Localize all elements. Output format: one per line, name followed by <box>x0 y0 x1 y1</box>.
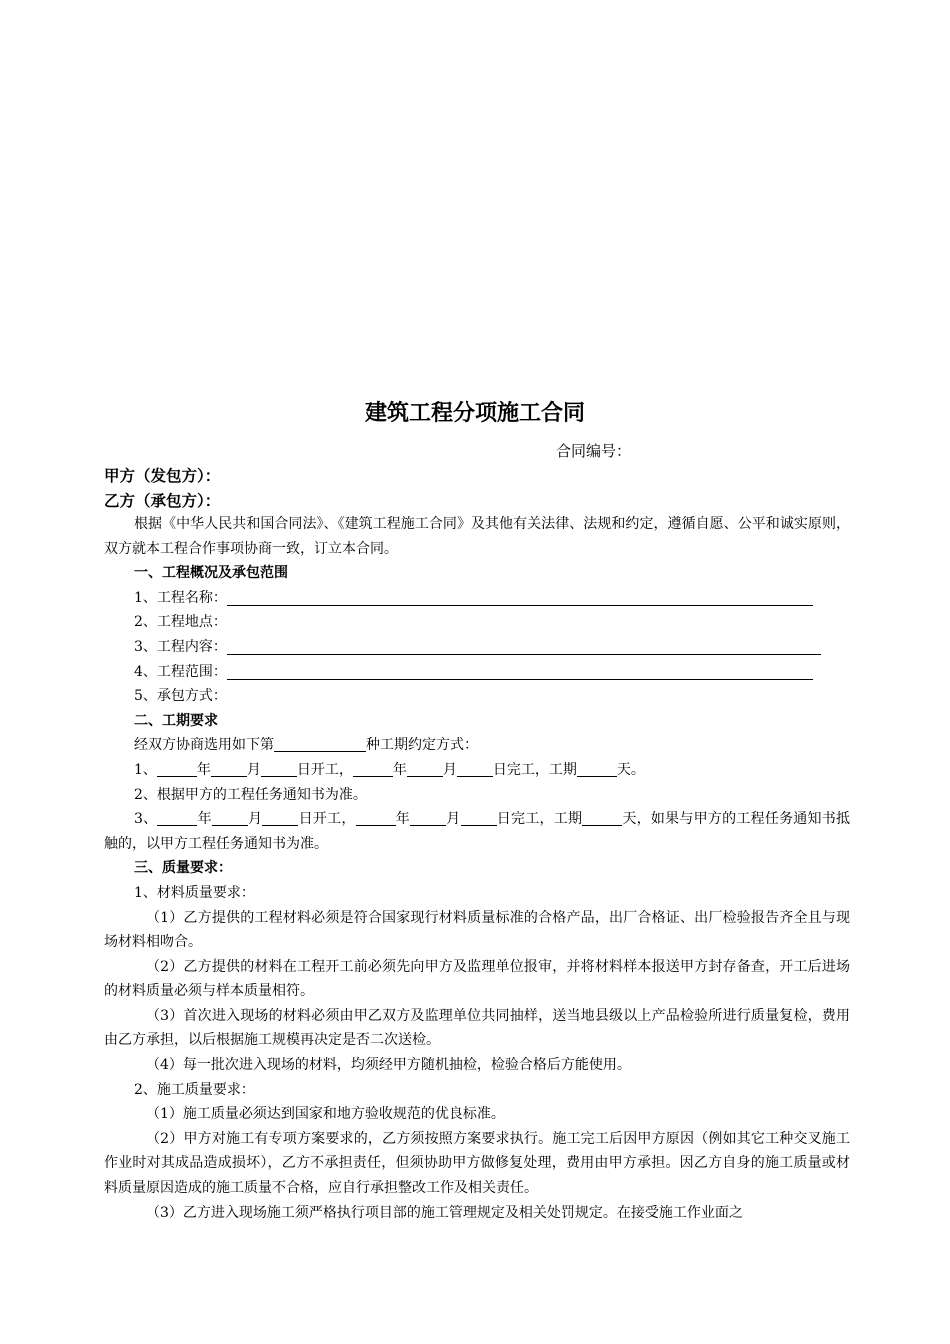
material-quality-heading: 1、材料质量要求： <box>134 884 255 901</box>
blank-line <box>407 760 443 777</box>
contract-number-label: 合同编号： <box>556 442 632 460</box>
material-item-1: （1）乙方提供的工程材料必须是符合国家现行材料质量标准的合格产品，出厂合格证、出厂检验报告齐全且与现场材料相吻合。 <box>104 909 850 951</box>
party-b-label: 乙方（承包方）： <box>104 492 221 510</box>
field-contract-mode: 5、承包方式： <box>134 688 227 705</box>
party-a-label: 甲方（发包方）： <box>104 467 221 485</box>
schedule-intro: 经双方协商选用如下第 种工期约定方式： <box>134 737 478 754</box>
blank-line <box>410 809 446 826</box>
blank-line <box>261 760 297 777</box>
construction-item-3: （3）乙方进入现场施工须严格执行项目部的施工管理规定及相关处罚规定。在接受施工作业面之 <box>146 1204 743 1221</box>
blank-line <box>227 587 813 606</box>
blank-line <box>157 809 197 826</box>
blank-line <box>212 809 248 826</box>
schedule-option-1: 1、 年 月 日开工， 年 月 日完工，工期 天。 <box>134 761 645 778</box>
contract-title: 建筑工程分项施工合同 <box>364 401 585 426</box>
blank-line <box>157 760 197 777</box>
blank-line <box>274 735 366 752</box>
material-item-2: （2）乙方提供的材料在工程开工前必须先向甲方及监理单位报审，并将材料样本报送甲方封存备查，开工后进场的材料质量必须与样本质量相符。 <box>104 958 850 1000</box>
section-3-heading: 三、质量要求： <box>134 860 232 877</box>
section-1-heading: 一、工程概况及承包范围 <box>134 565 288 582</box>
section-2-heading: 二、工期要求 <box>134 712 218 729</box>
contract-body <box>104 512 850 1225</box>
schedule-option-2: 2、根据甲方的工程任务通知书为准。 <box>134 786 367 803</box>
field-project-content: 3、工程内容： <box>104 635 850 660</box>
field-project-location: 2、工程地点： <box>134 614 227 631</box>
construction-item-1: （1）施工质量必须达到国家和地方验收规范的优良标准。 <box>146 1106 505 1123</box>
blank-line <box>457 760 493 777</box>
blank-line <box>211 760 247 777</box>
blank-line <box>227 636 821 655</box>
blank-line <box>262 809 298 826</box>
field-project-name: 1、工程名称： <box>104 586 850 611</box>
schedule-option-3: 3、 年 月 日开工， 年 月 日完工，工期 天，如果与甲方的工程任务通知书抵触的，以甲方工程任务通知书为准。 <box>104 811 851 852</box>
blank-line <box>577 760 617 777</box>
blank-line <box>353 760 393 777</box>
construction-quality-heading: 2、施工质量要求： <box>134 1081 255 1098</box>
blank-line <box>227 661 813 680</box>
material-item-3: （3）首次进入现场的材料必须由甲乙双方及监理单位共同抽样，送当地县级以上产品检验所进行质量复检，费用由乙方承担，以后根据施工规模再决定是否二次送检。 <box>104 1007 850 1049</box>
material-item-4: （4）每一批次进入现场的材料，均须经甲方随机抽检，检验合格后方能使用。 <box>146 1057 631 1074</box>
blank-line <box>582 809 622 826</box>
blank-line <box>461 809 497 826</box>
blank-line <box>356 809 396 826</box>
construction-item-2: （2）甲方对施工有专项方案要求的，乙方须按照方案要求执行。施工完工后因甲方原因（例如其它工种交叉施工作业时对其成品造成损坏），乙方不承担责任，但须协助甲方做修复处理，费用由甲方承担。因乙方自身的施工质量或材料质量原因造成的施工质量不合格，应自行承担整改工作及相关责任。 <box>104 1130 850 1197</box>
field-project-scope: 4、工程范围： <box>104 660 850 685</box>
preamble: 根据《中华人民共和国合同法》、《建筑工程施工合同》及其他有关法律、法规和约定，遵循自愿、公平和诚实原则，双方就本工程合作事项协商一致，订立本合同。 <box>104 516 850 557</box>
